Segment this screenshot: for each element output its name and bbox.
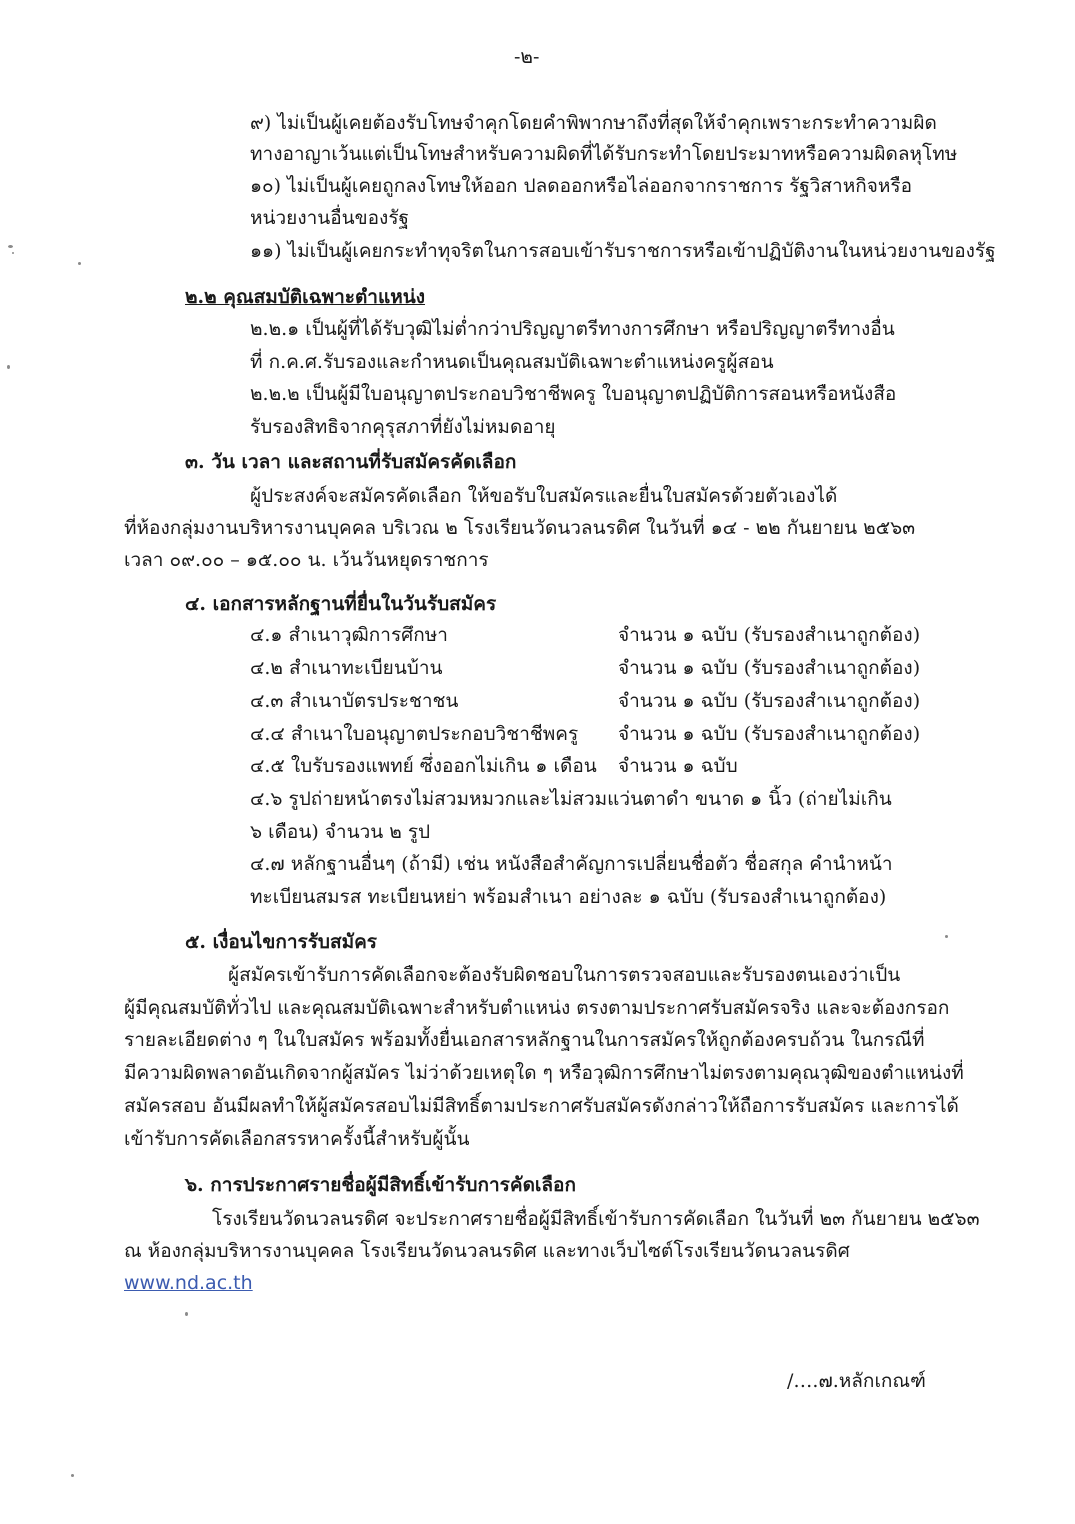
- section-5-line-3: รายละเอียดต่าง ๆ ในใบสมัคร พร้อมทั้งยื่นเอกสารหลักฐานในการสมัครให้ถูกต้องครบถ้วน ในกรณีที่: [124, 1029, 925, 1051]
- section-3-line-3: เวลา ๐๙.๐๐ – ๑๕.๐๐ น. เว้นวันหยุดราชการ: [124, 549, 489, 571]
- section-6-heading: ๖. การประกาศรายชื่อผู้มีสิทธิ์เข้ารับการคัดเลือก: [185, 1174, 576, 1196]
- scan-speck: [945, 935, 948, 938]
- item-2-2-2-line-2: รับรองสิทธิจากคุรุสภาที่ยังไม่หมดอายุ: [250, 416, 556, 438]
- item-4-7-line-2: ทะเบียนสมรส ทะเบียนหย่า พร้อมสำเนา อย่างละ ๑ ฉบับ (รับรองสำเนาถูกต้อง): [250, 886, 887, 908]
- doc-item-label: ๔.๑ สำเนาวุฒิการศึกษา: [250, 624, 448, 646]
- doc-item-label: ๔.๕ ใบรับรองแพทย์ ซึ่งออกไม่เกิน ๑ เดือน: [250, 755, 597, 777]
- doc-item-label: ๔.๓ สำเนาบัตรประชาชน: [250, 690, 459, 712]
- scan-speck: [12, 252, 14, 254]
- section-5-line-6: เข้ารับการคัดเลือกสรรหาครั้งนี้สำหรับผู้นั้น: [124, 1128, 470, 1150]
- section-2-2-heading: ๒.๒ คุณสมบัติเฉพาะตำแหน่ง: [185, 286, 426, 308]
- page-number: -๒-: [514, 46, 540, 68]
- scan-speck: [7, 365, 10, 369]
- item-9-line-1: ๙) ไม่เป็นผู้เคยต้องรับโทษจำคุกโดยคำพิพากษาถึงที่สุดให้จำคุกเพราะกระทำความผิด: [250, 112, 937, 134]
- section-4-heading: ๔. เอกสารหลักฐานที่ยื่นในวันรับสมัคร: [185, 593, 497, 615]
- doc-item-qty: จำนวน ๑ ฉบับ: [618, 755, 738, 777]
- item-4-6-line-1: ๔.๖ รูปถ่ายหน้าตรงไม่สวมหมวกและไม่สวมแว่นตาดำ ขนาด ๑ นิ้ว (ถ่ายไม่เกิน: [250, 788, 892, 810]
- scan-speck: [8, 245, 13, 248]
- section-3-line-1: ผู้ประสงค์จะสมัครคัดเลือก ให้ขอรับใบสมัครและยื่นใบสมัครด้วยตัวเองได้: [250, 485, 838, 507]
- item-2-2-1-line-1: ๒.๒.๑ เป็นผู้ที่ได้รับวุฒิไม่ต่ำกว่าปริญญาตรีทางการศึกษา หรือปริญญาตรีทางอื่น: [250, 318, 895, 340]
- section-3-line-2: ที่ห้องกลุ่มงานบริหารงานบุคคล บริเวณ ๒ โรงเรียนวัดนวลนรดิศ ในวันที่ ๑๔ - ๒๒ กันยายน ๒๕๖๓: [124, 517, 916, 539]
- item-2-2-1-line-2: ที่ ก.ค.ศ.รับรองและกำหนดเป็นคุณสมบัติเฉพาะตำแหน่งครูผู้สอน: [250, 351, 774, 373]
- item-9-line-2: ทางอาญาเว้นแต่เป็นโทษสำหรับความผิดที่ได้รับกระทำโดยประมาทหรือความผิดลหุโทษ: [250, 143, 958, 165]
- scan-speck: [185, 1312, 188, 1316]
- doc-item-qty: จำนวน ๑ ฉบับ (รับรองสำเนาถูกต้อง): [618, 690, 921, 712]
- continuation-note: /….๗.หลักเกณฑ์: [787, 1370, 926, 1392]
- section-5-line-2: ผู้มีคุณสมบัติทั่วไป และคุณสมบัติเฉพาะสำหรับตำแหน่ง ตรงตามประกาศรับสมัครจริง และจะต้องกรอก: [124, 997, 950, 1019]
- item-11: ๑๑) ไม่เป็นผู้เคยกระทำทุจริตในการสอบเข้ารับราชการหรือเข้าปฏิบัติงานในหน่วยงานของรัฐ: [250, 240, 996, 262]
- section-5-line-4: มีความผิดพลาดอันเกิดจากผู้สมัคร ไม่ว่าด้วยเหตุใด ๆ หรือวุฒิการศึกษาไม่ตรงตามคุณวุฒิของตำแหน่งที่: [124, 1062, 964, 1084]
- section-5-heading: ๕. เงื่อนไขการรับสมัคร: [185, 931, 378, 953]
- scan-speck: [78, 262, 81, 265]
- doc-item-label: ๔.๒ สำเนาทะเบียนบ้าน: [250, 657, 443, 679]
- doc-item-qty: จำนวน ๑ ฉบับ (รับรองสำเนาถูกต้อง): [618, 657, 921, 679]
- section-5-line-1: ผู้สมัครเข้ารับการคัดเลือกจะต้องรับผิดชอบในการตรวจสอบและรับรองตนเองว่าเป็น: [228, 964, 901, 986]
- website-link[interactable]: www.nd.ac.th: [124, 1272, 253, 1294]
- item-10-line-2: หน่วยงานอื่นของรัฐ: [250, 207, 410, 229]
- section-5-line-5: สมัครสอบ อันมีผลทำให้ผู้สมัครสอบไม่มีสิทธิ์ตามประกาศรับสมัครดังกล่าวให้ถือการรับสมัคร และการได้: [124, 1095, 959, 1117]
- item-4-7-line-1: ๔.๗ หลักฐานอื่นๆ (ถ้ามี) เช่น หนังสือสำคัญการเปลี่ยนชื่อตัว ชื่อสกุล คำนำหน้า: [250, 853, 893, 875]
- section-6-line-2: ณ ห้องกลุ่มบริหารงานบุคคล โรงเรียนวัดนวลนรดิศ และทางเว็บไซต์โรงเรียนวัดนวลนรดิศ: [124, 1240, 850, 1262]
- doc-item-qty: จำนวน ๑ ฉบับ (รับรองสำเนาถูกต้อง): [618, 624, 921, 646]
- doc-item-label: ๔.๔ สำเนาใบอนุญาตประกอบวิชาชีพครู: [250, 723, 579, 745]
- item-2-2-2-line-1: ๒.๒.๒ เป็นผู้มีใบอนุญาตประกอบวิชาชีพครู ใบอนุญาตปฏิบัติการสอนหรือหนังสือ: [250, 383, 897, 405]
- section-6-line-1: โรงเรียนวัดนวลนรดิศ จะประกาศรายชื่อผู้มีสิทธิ์เข้ารับการคัดเลือก ในวันที่ ๒๓ กันยายน ๒๕๖๓: [212, 1208, 980, 1230]
- scan-speck: [71, 1474, 74, 1477]
- doc-item-qty: จำนวน ๑ ฉบับ (รับรองสำเนาถูกต้อง): [618, 723, 921, 745]
- item-4-6-line-2: ๖ เดือน) จำนวน ๒ รูป: [250, 821, 431, 843]
- item-10-line-1: ๑๐) ไม่เป็นผู้เคยถูกลงโทษให้ออก ปลดออกหรือไล่ออกจากราชการ รัฐวิสาหกิจหรือ: [250, 175, 913, 197]
- section-3-heading: ๓. วัน เวลา และสถานที่รับสมัครคัดเลือก: [185, 451, 517, 473]
